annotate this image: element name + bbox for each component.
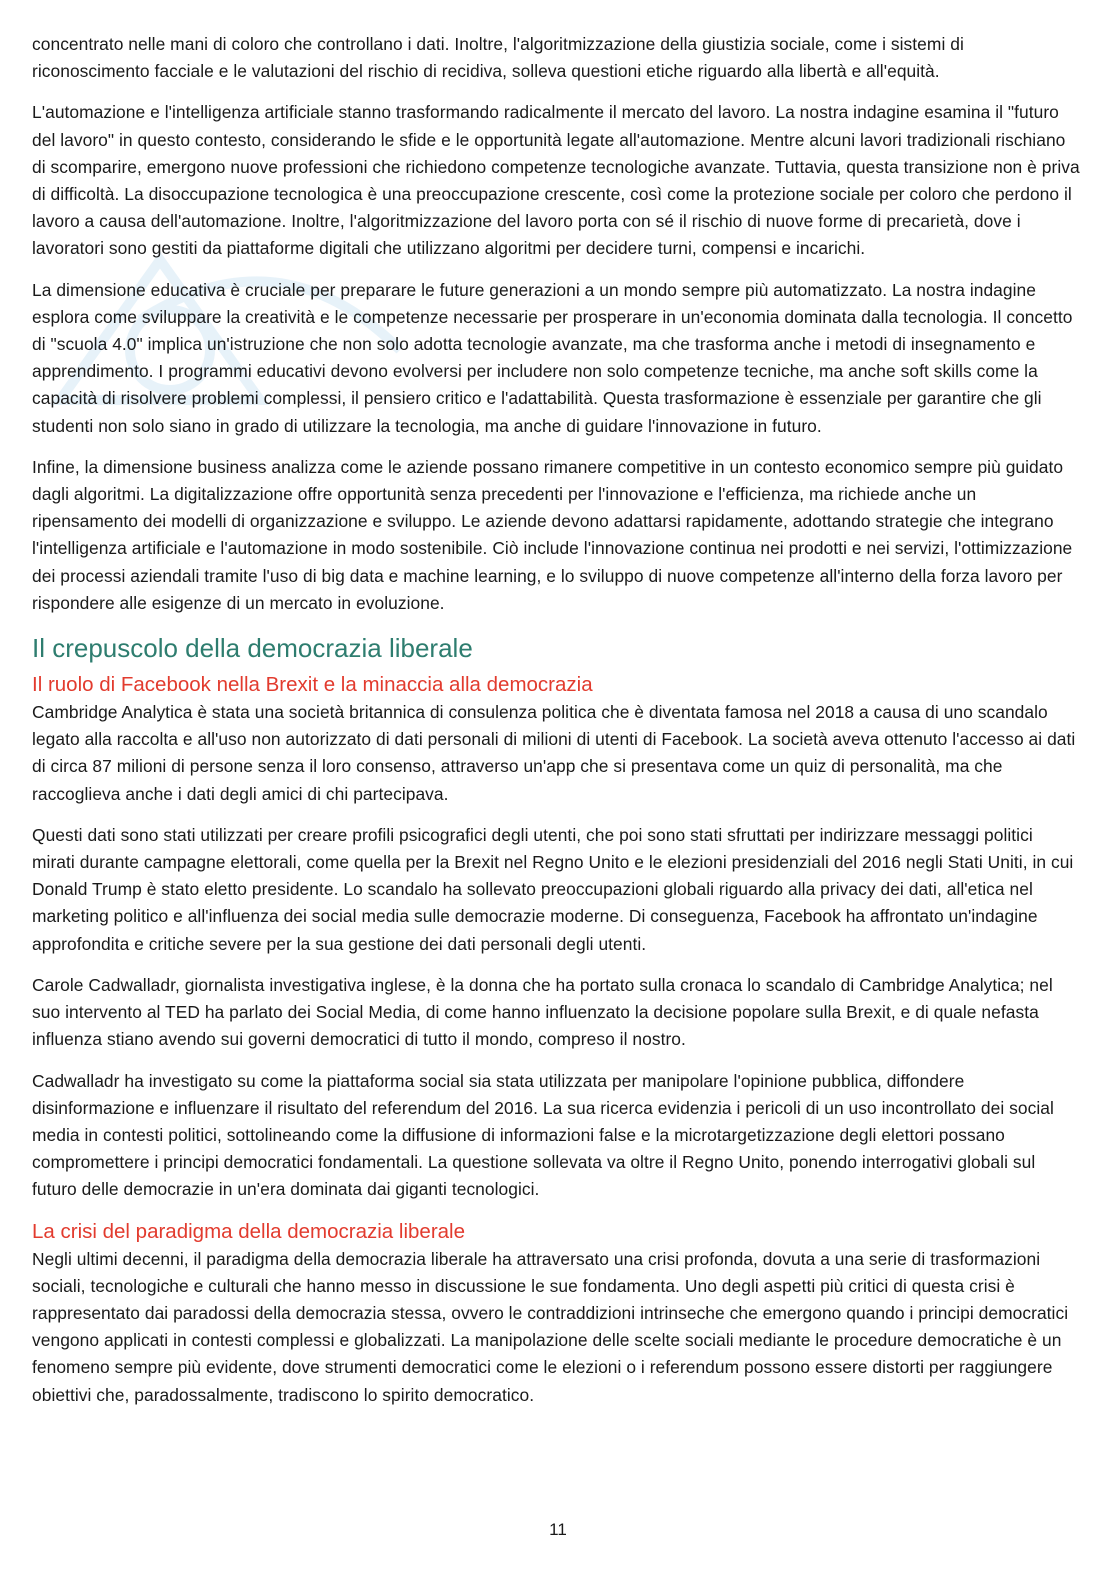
paragraph: La dimensione educativa è cruciale per preparare le future generazioni a un mondo sempre più automatizzato. La nostra indagine esplora come sviluppare la creatività e le competenze necessarie per prosperare in un'economia dominata dalla tecnologia. Il concetto di "scuola 4.0" implica un'istruzione che non solo adotta tecnologie avanzate, ma che trasforma anche i metodi di insegnamento e apprendimento. I programmi educativi devono evolversi per includere non solo competenze tecniche, ma anche soft skills come la capacità di risolvere problemi complessi, il pensiero critico e l'adattabilità. Questa trasformazione è essenziale per garantire che gli studenti non solo siano in grado di utilizzare la tecnologia, ma anche di guidare l'innovazione in futuro. <box>32 279 1073 436</box>
paragraph: concentrato nelle mani di coloro che controllano i dati. Inoltre, l'algoritmizzazione della giustizia sociale, come i sistemi di riconoscimento facciale e le valutazioni del rischio di recidiva, solleva questioni etiche riguardo alla libertà e all'equità. <box>32 34 964 82</box>
subsection-heading: La crisi del paradigma della democrazia liberale <box>32 1219 466 1243</box>
paragraph: Carole Cadwalladr, giornalista investigativa inglese, è la donna che ha portato sulla cronaca lo scandalo di Cambridge Analytica; nel suo intervento al TED ha parlato dei Social Media, di come hanno influenzato la decisione popolare sulla Brexit, e di quale nefasta influenza stiano avendo sui governi democratici di tutto il mondo, compreso il nostro. <box>32 974 1053 1050</box>
document-body <box>32 31 1080 1423</box>
paragraph: Negli ultimi decenni, il paradigma della democrazia liberale ha attraversato una crisi profonda, dovuta a una serie di trasformazioni sociali, tecnologiche e culturali che hanno messo in discussione le sue fondamenta. Uno degli aspetti più critici di questa crisi è rappresentato dai paradossi della democrazia stessa, ovvero le contraddizioni intrinseche che emergono quando i principi democratici vengono applicati in contesti complessi e globalizzati. La manipolazione delle scelte sociali mediante le procedure democratiche è un fenomeno sempre più evidente, dove strumenti democratici come le elezioni o i referendum possono essere distorti per raggiungere obiettivi che, paradossalmente, tradiscono lo spirito democratico. <box>32 1248 1069 1405</box>
subsection-heading: Il ruolo di Facebook nella Brexit e la minaccia alla democrazia <box>32 673 593 697</box>
paragraph: Infine, la dimensione business analizza come le aziende possano rimanere competitive in un contesto economico sempre più guidato dagli algoritmi. La digitalizzazione offre opportunità senza precedenti per l'innovazione e l'efficienza, ma richiede anche un ripensamento dei modelli di organizzazione e sviluppo. Le aziende devono adattarsi rapidamente, adottando strategie che integrano l'intelligenza artificiale e l'automazione in modo sostenibile. Ciò include l'innovazione continua nei prodotti e nei servizi, l'ottimizzazione dei processi aziendali tramite l'uso di big data e machine learning, e lo sviluppo di nuove competenze all'interno della forza lavoro per rispondere alle esigenze di un mercato in evoluzione. <box>32 456 1073 613</box>
paragraph: Questi dati sono stati utilizzati per creare profili psicografici degli utenti, che poi sono stati sfruttati per indirizzare messaggi politici mirati durante campagne elettorali, come quella per la Brexit nel Regno Unito e le elezioni presidenziali del 2016 negli Stati Uniti, in cui Donald Trump è stato eletto presidente. Lo scandalo ha sollevato preoccupazioni globali riguardo alla privacy dei dati, all'etica nel marketing politico e all'influenza dei social media sulle democrazie moderne. Di conseguenza, Facebook ha affrontato un'indagine approfondita e critiche severe per la sua gestione dei dati personali degli utenti. <box>32 824 1074 954</box>
paragraph: Cadwalladr ha investigato su come la piattaforma social sia stata utilizzata per manipolare l'opinione pubblica, diffondere disinformazione e influenzare il risultato del referendum del 2016. La sua ricerca evidenzia i pericoli di un uso incontrollato dei social media in contesti politici, sottolineando come la diffusione di informazioni false e la microtargetizzazione degli elettori possano compromettere i principi democratici fondamentali. La questione sollevata va oltre il Regno Unito, ponendo interrogativi globali sul futuro delle democrazie in un'era dominata dai giganti tecnologici. <box>32 1070 1054 1200</box>
paragraph: Cambridge Analytica è stata una società britannica di consulenza politica che è diventata famosa nel 2018 a causa di uno scandalo legato alla raccolta e all'uso non autorizzato di dati personali di milioni di utenti di Facebook. La società aveva ottenuto l'accesso ai dati di circa 87 milioni di persone senza il loro consenso, attraverso un'app che si presentava come un quiz di personalità, ma che raccoglieva anche i dati degli amici di chi partecipava. <box>32 702 1076 804</box>
section-heading: Il crepuscolo della democrazia liberale <box>32 633 473 664</box>
page-number: 11 <box>549 1520 567 1539</box>
paragraph: L'automazione e l'intelligenza artificiale stanno trasformando radicalmente il mercato del lavoro. La nostra indagine esamina il "futuro del lavoro" in questo contesto, considerando le sfide e le opportunità legate all'automazione. Mentre alcuni lavori tradizionali rischiano di scomparire, emergono nuove professioni che richiedono competenze tecnologiche avanzate. Tuttavia, questa transizione non è priva di difficoltà. La disoccupazione tecnologica è una preoccupazione crescente, così come la protezione sociale per coloro che perdono il lavoro a causa dell'automazione. Inoltre, l'algoritmizzazione del lavoro porta con sé il rischio di nuove forme di precarietà, dove i lavoratori sono gestiti da piattaforme digitali che utilizzano algoritmi per decidere turni, compensi e incarichi. <box>32 102 1080 259</box>
